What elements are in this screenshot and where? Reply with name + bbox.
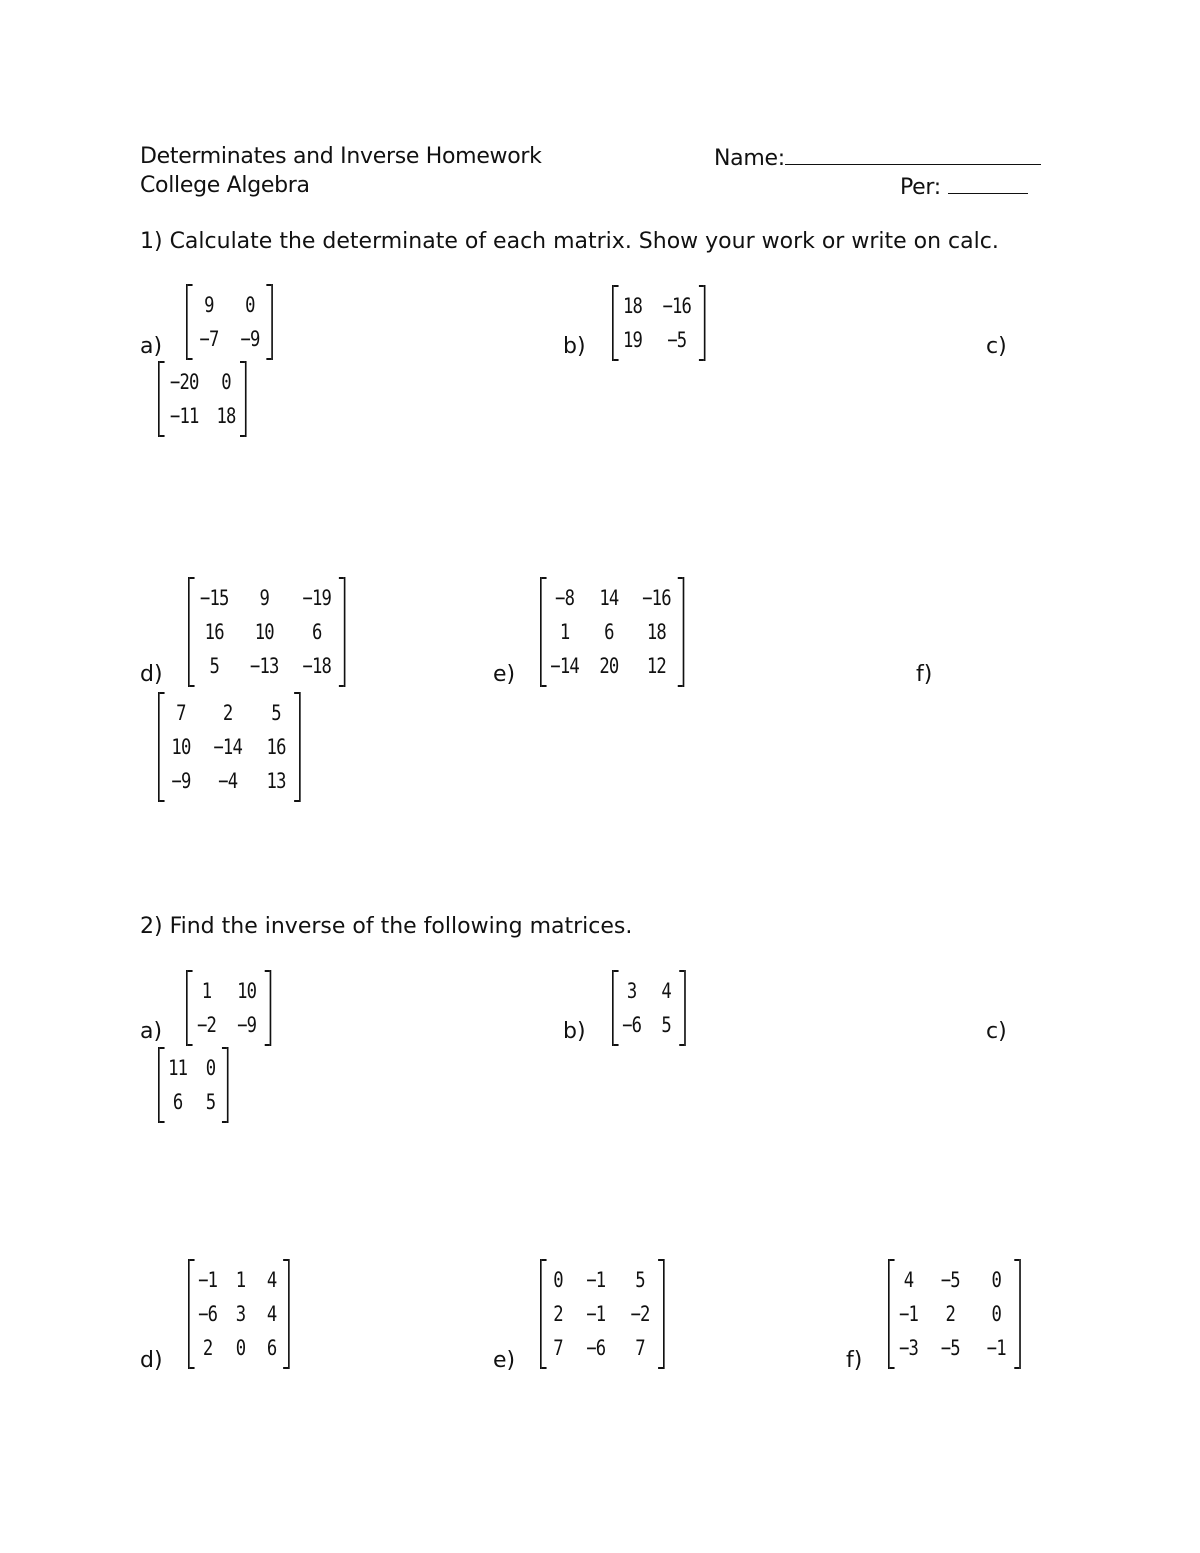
matrix-entry: 1	[235, 1268, 246, 1292]
matrix-entry: 10	[171, 735, 191, 759]
q2-label-e: e)	[493, 1348, 516, 1373]
matrix-entry: 4	[266, 1302, 277, 1326]
matrix-entry: 19	[622, 328, 643, 352]
q2-label-c: c)	[986, 1019, 1007, 1044]
bracket-corner	[160, 1047, 165, 1049]
worksheet-title: Determinates and Inverse Homework	[140, 144, 542, 169]
matrix-entry: −3	[898, 1336, 919, 1360]
bracket-corner	[160, 692, 165, 694]
matrix-entry: −18	[302, 654, 332, 678]
matrix-entry: 6	[266, 1336, 277, 1360]
q1-matrix-d	[188, 577, 345, 687]
bracket-corner	[190, 1259, 195, 1261]
bracket-corner	[188, 358, 193, 360]
matrix-entry: 4	[266, 1268, 277, 1292]
bracket-corner	[542, 685, 547, 687]
bracket-corner	[283, 1259, 288, 1261]
matrix-entry: 7	[553, 1336, 563, 1360]
period-label: Per:	[900, 175, 941, 200]
bracket-corner	[658, 1259, 663, 1261]
matrix-entry: 16	[204, 620, 224, 644]
matrix-entry: 5	[205, 1090, 216, 1114]
matrix-entry: −2	[196, 1013, 217, 1037]
matrix-entry: 10	[254, 620, 274, 644]
bracket-corner	[188, 284, 193, 286]
matrix-entry: −15	[199, 586, 229, 610]
q2-label-f: f)	[846, 1348, 863, 1373]
q1-label-c: c)	[986, 334, 1007, 359]
q2-matrix-c	[158, 1047, 229, 1123]
matrix-entry: 20	[599, 654, 619, 678]
matrix-entry: −6	[198, 1302, 218, 1326]
q1-matrix-a	[186, 284, 273, 360]
matrix-entry: 1	[559, 620, 570, 644]
q2-label-d: d)	[140, 1348, 163, 1373]
bracket-corner	[222, 1047, 227, 1049]
matrix-entry: 3	[626, 979, 637, 1003]
matrix-entry: −13	[249, 654, 279, 678]
bracket-corner	[679, 1044, 684, 1046]
matrix-entry: 16	[266, 735, 286, 759]
bracket-corner	[699, 359, 704, 361]
bracket-corner	[542, 1259, 547, 1261]
bracket-corner	[190, 685, 195, 687]
matrix-entry: −19	[302, 586, 332, 610]
q1-matrix-e	[540, 577, 684, 687]
matrix-entry: −9	[171, 769, 191, 793]
matrix-entry: 4	[661, 979, 671, 1003]
matrix-entry: 9	[204, 293, 214, 317]
matrix-entry: 2	[222, 701, 233, 725]
bracket-corner	[614, 970, 619, 972]
q2-matrix-a	[186, 970, 271, 1046]
matrix-entry: −20	[169, 370, 199, 394]
bracket-corner	[1014, 1259, 1019, 1261]
bracket-corner	[1014, 1367, 1019, 1369]
matrix-entry: 18	[216, 404, 236, 428]
bracket-corner	[339, 577, 344, 579]
q2-matrix-d	[188, 1259, 290, 1369]
matrix-entry: 6	[172, 1090, 183, 1114]
period-blank[interactable]	[948, 173, 1028, 194]
matrix-entry: 10	[237, 979, 257, 1003]
bracket-corner	[294, 692, 299, 694]
bracket-corner	[265, 1044, 270, 1046]
bracket-corner	[890, 1259, 895, 1261]
name-blank[interactable]	[785, 144, 1041, 165]
matrix-entry: −6	[622, 1013, 642, 1037]
question-1-prompt: 1) Calculate the determinate of each matrix. Show your work or write on calc.	[140, 229, 999, 254]
matrix-entry: 18	[646, 620, 666, 644]
bracket-corner	[190, 577, 195, 579]
q1-label-e: e)	[493, 662, 516, 687]
q2-label-a: a)	[140, 1019, 163, 1044]
matrix-entry: 0	[553, 1268, 563, 1292]
matrix-entry: −1	[198, 1268, 218, 1292]
matrix-entry: 18	[622, 294, 643, 318]
matrix-entry: 0	[221, 370, 231, 394]
matrix-entry: −1	[986, 1336, 1006, 1360]
matrix-entry: −5	[667, 328, 687, 352]
bracket-corner	[890, 1367, 895, 1369]
matrix-entry: 14	[599, 586, 619, 610]
matrix-entry: −9	[240, 327, 260, 351]
bracket-corner	[678, 577, 683, 579]
bracket-corner	[160, 800, 165, 802]
matrix-entry: −5	[940, 1336, 960, 1360]
q1-label-b: b)	[563, 334, 586, 359]
bracket-corner	[614, 359, 619, 361]
matrix-entry: −5	[940, 1268, 960, 1292]
q1-label-f: f)	[916, 662, 933, 687]
matrix-entry: 3	[235, 1302, 246, 1326]
matrix-entry: −16	[642, 586, 671, 610]
bracket-corner	[240, 435, 245, 437]
bracket-corner	[222, 1121, 227, 1123]
matrix-entry: −6	[586, 1336, 606, 1360]
matrix-entry: 5	[661, 1013, 671, 1037]
q2-matrix-f	[888, 1259, 1021, 1369]
matrix-entry: 0	[991, 1268, 1002, 1292]
bracket-corner	[265, 970, 270, 972]
bracket-corner	[240, 361, 245, 363]
matrix-entry: −8	[555, 586, 575, 610]
q1-matrix-c	[158, 361, 247, 437]
matrix-entry: −11	[169, 404, 199, 428]
matrix-entry: 9	[259, 586, 270, 610]
bracket-corner	[614, 1044, 619, 1046]
matrix-entry: −14	[550, 654, 579, 678]
matrix-entry: 5	[271, 701, 281, 725]
matrix-entry: 7	[635, 1336, 645, 1360]
matrix-entry: 7	[176, 701, 186, 725]
bracket-corner	[542, 577, 547, 579]
matrix-entry: 6	[311, 620, 322, 644]
bracket-corner	[542, 1367, 547, 1369]
matrix-entry: 11	[168, 1056, 188, 1080]
matrix-entry: 2	[553, 1302, 563, 1326]
matrix-entry: 0	[205, 1056, 216, 1080]
matrix-entry: −7	[199, 327, 219, 351]
matrix-entry: −1	[586, 1268, 606, 1292]
matrix-entry: −4	[218, 769, 238, 793]
matrix-entry: −2	[630, 1302, 650, 1326]
bracket-corner	[283, 1367, 288, 1369]
matrix-entry: 2	[945, 1302, 956, 1326]
bracket-corner	[160, 1121, 165, 1123]
bracket-corner	[188, 1044, 193, 1046]
q1-label-d: d)	[140, 662, 163, 687]
matrix-entry: 5	[209, 654, 220, 678]
bracket-corner	[294, 800, 299, 802]
matrix-entry: 13	[266, 769, 286, 793]
bracket-corner	[266, 284, 271, 286]
matrix-entry: 0	[245, 293, 255, 317]
bracket-corner	[190, 1367, 195, 1369]
name-field[interactable]	[714, 144, 1041, 172]
matrix-entry: 4	[903, 1268, 914, 1292]
q1-matrix-b	[612, 285, 705, 361]
q2-label-b: b)	[563, 1019, 586, 1044]
matrix-entry: −14	[213, 735, 243, 759]
matrix-entry: 0	[235, 1336, 246, 1360]
bracket-corner	[160, 435, 165, 437]
period-field[interactable]	[900, 173, 1028, 201]
bracket-corner	[160, 361, 165, 363]
question-2-prompt: 2) Find the inverse of the following matrices.	[140, 914, 633, 939]
bracket-corner	[679, 970, 684, 972]
matrix-entry: 6	[604, 620, 614, 644]
bracket-corner	[699, 285, 704, 287]
matrix-entry: −1	[586, 1302, 606, 1326]
bracket-corner	[678, 685, 683, 687]
bracket-corner	[658, 1367, 663, 1369]
q1-matrix-f	[158, 692, 301, 802]
bracket-corner	[266, 358, 271, 360]
bracket-corner	[614, 285, 619, 287]
q1-label-a: a)	[140, 334, 163, 359]
matrix-entry: −1	[898, 1302, 919, 1326]
matrix-entry: 5	[635, 1268, 645, 1292]
matrix-entry: 0	[991, 1302, 1002, 1326]
name-label: Name:	[714, 146, 785, 171]
matrix-entry: 12	[646, 654, 666, 678]
matrix-entry: 2	[202, 1336, 213, 1360]
course-name: College Algebra	[140, 173, 310, 198]
matrix-entry: 1	[201, 979, 212, 1003]
matrix-entry: −9	[237, 1013, 257, 1037]
q2-matrix-b	[612, 970, 686, 1046]
matrix-entry: −16	[662, 294, 692, 318]
bracket-corner	[339, 685, 344, 687]
bracket-corner	[188, 970, 193, 972]
q2-matrix-e	[540, 1259, 665, 1369]
